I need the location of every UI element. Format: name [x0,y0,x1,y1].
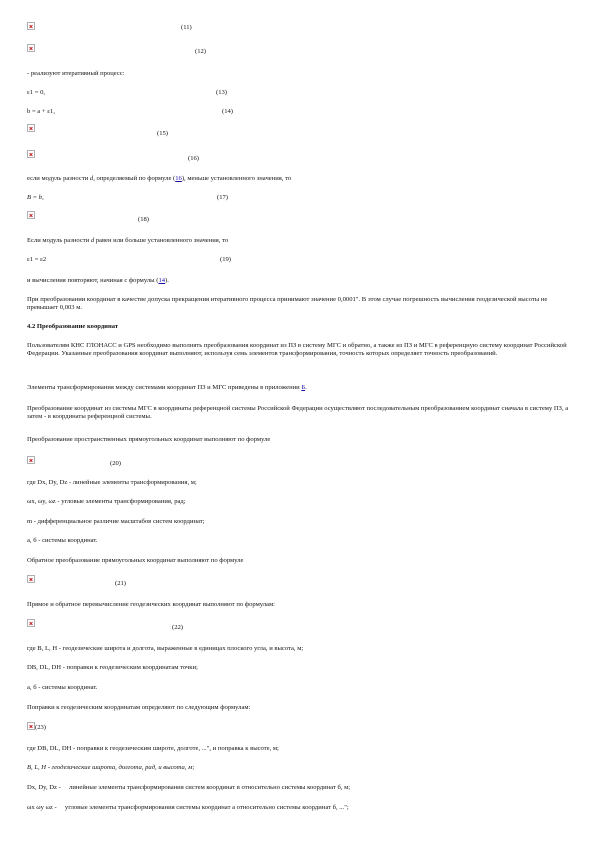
users-paragraph: Пользователям КНС ГЛОНАСС и GPS необходимо выполнять преобразования координат из ПЗ в систему МГС и обратно, а также из ПЗ и МГС в референцную систему координат Российской Федерации. Указанные преобразования координат выполняют, используя семь элементов трансформирования, точность которых определяет точность преобразований. [27,342,567,357]
definition-geodetic: где B, L, H - геодезические широта и долгота, выраженные в единицах плоского угла, и высота, м; [27,645,304,652]
broken-image-icon [27,456,35,464]
iteration-intro: - реализуют итеративный процесс: [27,70,125,77]
formula-15-row [27,124,168,137]
definition-scale: m - дифференциальное различие масштабов систем координат; [27,518,205,525]
formula-18-row [27,211,149,223]
definition-corrections: DB, DL, DH - поправки к геодезическим координатам точки; [27,664,198,671]
formula-number: (17) [217,194,228,201]
definition-geodetic-2: B, L, H - геодезические широта, долгота, рад, и высота, м; [27,764,195,771]
condition-greater [27,237,228,245]
broken-image-icon [27,619,35,627]
section-heading: 4.2 Преобразование координат [27,323,119,330]
text: Если модуль разности [27,237,91,244]
text: и вычисления повторяют, начиная с формулы ( [27,277,159,284]
appendix-link[interactable]: Б [301,384,306,391]
formula-number: (21) [115,580,126,587]
formula-number: (19) [220,256,231,263]
text: . [305,384,307,391]
spatial-paragraph: Преобразование пространственных прямоугольных координат выполняют по формуле [27,436,271,443]
text: если модуль разности [27,175,90,182]
formula-21-row [27,575,126,587]
variable: d [90,237,95,244]
text: ), меньше установленного значения, то [181,175,292,182]
broken-image-icon [27,211,35,219]
formula-17-row [27,194,228,202]
corrections-paragraph: Поправки к геодезическим координатам определяют по следующим формулам: [27,704,251,711]
formula-22-row [27,619,183,631]
formula-link-14[interactable]: 14 [158,277,166,284]
broken-image-icon [27,575,35,583]
formula-number: (22) [172,624,183,631]
formula-number: (20) [110,460,121,467]
formula-23-row [27,722,46,732]
elements-paragraph [27,384,307,392]
variable: d [89,175,94,182]
repeat-instruction [27,277,169,285]
text: Элементы трансформирования между системами координат ПЗ и МГС приведены в приложении [27,384,302,391]
conversion-paragraph: Преобразование координат из системы МГС в координаты референцной системы Российской Федерации осуществляют последовательным преобразованием координат сначала в систему ПЗ, а затем - в координаты референцной системы. [27,405,569,420]
text: равен или больше установленного значения, то [94,237,229,244]
formula-number: (15) [157,130,168,137]
broken-image-icon [27,44,35,52]
formula-number: (16) [188,155,199,162]
formula-text: ε1 = ε2 [27,256,47,263]
text: ). [165,277,169,284]
formula-link-16[interactable]: 16 [175,175,182,182]
formula-20-row [27,456,121,467]
formula-11-row [27,22,192,32]
broken-image-icon [27,150,35,158]
direct-paragraph: Прямое и обратное перевычисление геодезических координат выполняют по формулам: [27,601,275,608]
text: , определяемый по формуле ( [93,175,176,182]
definition-linear: где Dx, Dy, Dz - линейные элементы трансформирования, м; [27,479,197,486]
formula-number: (18) [138,216,149,223]
formula-text: ε1 = 0, [27,89,46,96]
formula-number: (11) [181,24,192,31]
formula-12-row [27,44,206,55]
definition-linear-2: Dx, Dy, Dz - линейные элементы трансформирования систем координат в относительно системы координат б, м; [27,784,351,791]
definition-systems: a, б - системы координат. [27,537,98,544]
precision-paragraph: При преобразовании координат в качестве допуска прекращения итеративного процесса принимают значение 0,0001". В этом случае погрешность вычисления геодезической высоты не превышает 0,003 м. [27,296,548,311]
definition-angular: ωx, ωy, ωz - угловые элементы трансформирования, рад; [27,498,186,505]
definition-systems-2: a, б - системы координат. [27,684,98,691]
broken-image-icon [27,722,35,730]
definition-corrections-2: где DB, DL, DH - поправки к геодезическим широте, долготе, ...", и поправка к высоте, м; [27,745,279,752]
formula-number: (12) [195,48,206,55]
formula-text: B = b, [27,194,44,201]
broken-image-icon [27,124,35,132]
definition-angular-2: ωx ωy ωz - угловые элементы трансформирования системы координат а относительно системы координат б, ..."; [27,804,349,811]
formula-14-row [27,108,233,116]
inverse-paragraph: Обратное преобразование прямоугольных координат выполняют по формуле [27,557,244,564]
formula-13-row [27,89,227,97]
formula-text: b = a + ε1, [27,108,55,115]
broken-image-icon [27,22,35,30]
condition-less [27,175,291,183]
formula-number: (14) [222,108,233,115]
formula-16-row [27,150,199,162]
formula-number: (23) [35,724,46,731]
formula-number: (13) [216,89,227,96]
formula-19-row [27,256,231,264]
